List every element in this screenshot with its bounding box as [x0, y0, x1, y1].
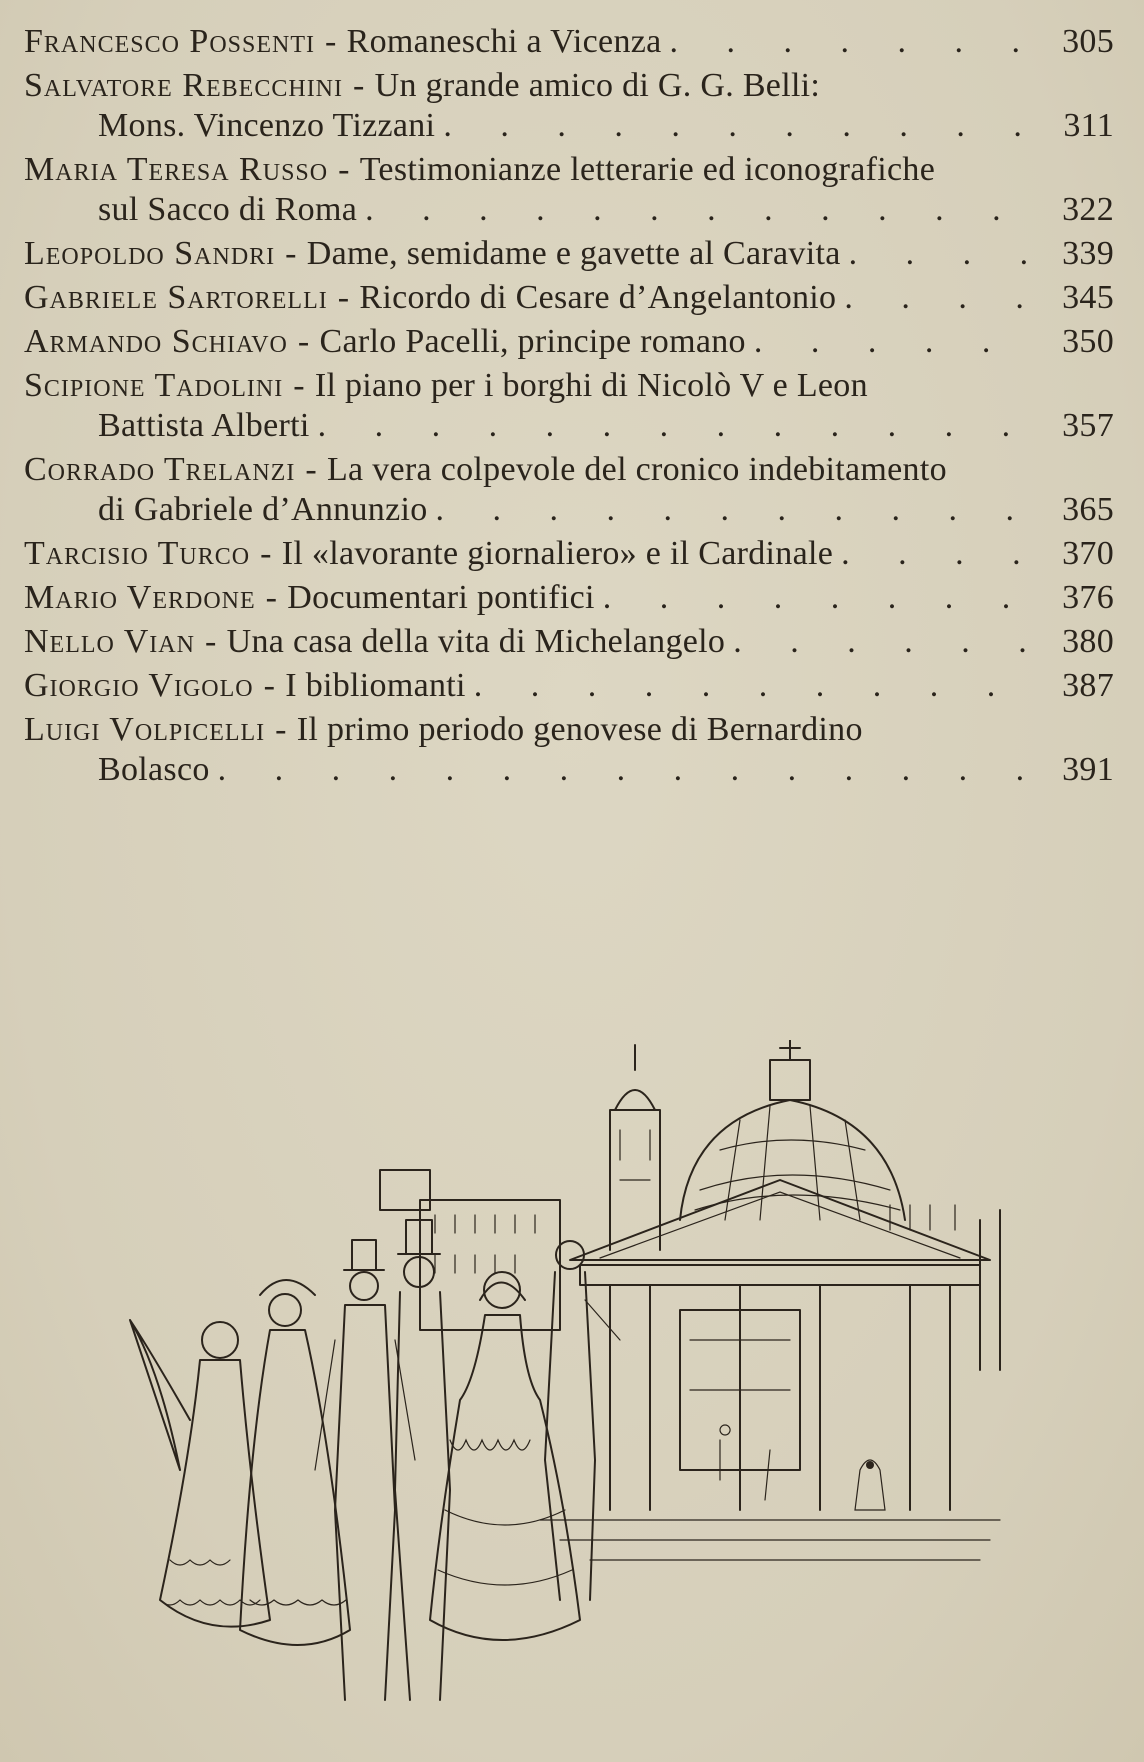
- sketch-icon: [120, 1040, 1040, 1740]
- entry-title: Il primo periodo genovese di Bernardino: [296, 711, 863, 748]
- entry-author: Armando Schiavo: [24, 323, 288, 360]
- toc-entry[interactable]: [24, 150, 1114, 230]
- toc-entry[interactable]: [24, 22, 1114, 62]
- entry-title: Dame, semidame e gavette al Caravita: [306, 235, 841, 272]
- entry-page: 380: [1062, 623, 1114, 660]
- entry-page: 357: [1062, 407, 1114, 444]
- entry-author: Luigi Volpicelli: [24, 711, 266, 748]
- entry-author: Corrado Trelanzi: [24, 451, 296, 488]
- entry-page: 350: [1062, 323, 1114, 360]
- entry-title-continued: Battista Alberti: [98, 407, 310, 444]
- entry-title: Romaneschi a Vicenza: [346, 23, 662, 60]
- entry-page: 305: [1062, 23, 1114, 60]
- entry-author: Giorgio Vigolo: [24, 667, 254, 704]
- entry-title: Ricordo di Cesare d’Angelantonio: [359, 279, 837, 316]
- entry-page: 345: [1062, 279, 1114, 316]
- entry-title: I bibliomanti: [285, 667, 466, 704]
- entry-page: 311: [1063, 107, 1114, 144]
- roman-street-scene-illustration: [120, 1040, 1040, 1740]
- entry-author: Scipione Tadolini: [24, 367, 284, 404]
- entry-title-continued: sul Sacco di Roma: [98, 191, 358, 228]
- separator: -: [265, 579, 278, 616]
- entry-author: Maria Teresa Russo: [24, 151, 329, 188]
- entry-author: Salvatore Rebecchini: [24, 67, 344, 104]
- entry-title: Il «lavorante giornaliero» e il Cardinale: [281, 535, 834, 572]
- leader-dots: [466, 666, 1026, 706]
- toc-entry[interactable]: [24, 710, 1114, 790]
- leader-dots: [841, 234, 1026, 274]
- entry-title: Un grande amico di G. G. Belli:: [374, 67, 821, 104]
- separator: -: [297, 323, 310, 360]
- toc-entry[interactable]: [24, 366, 1114, 446]
- entry-page: 339: [1062, 235, 1114, 272]
- leader-dots: [310, 406, 1026, 446]
- entry-page: 391: [1062, 751, 1114, 788]
- entry-author: Nello Vian: [24, 623, 195, 660]
- entry-page: 376: [1062, 579, 1114, 616]
- toc-entry[interactable]: [24, 622, 1114, 662]
- separator: -: [325, 23, 337, 60]
- separator: -: [353, 67, 365, 104]
- entry-author: Tarcisio Turco: [24, 535, 251, 572]
- separator: -: [293, 367, 305, 404]
- entry-title: Una casa della vita di Michelangelo: [226, 623, 726, 660]
- leader-dots: [435, 106, 1026, 146]
- entry-author: Leopoldo Sandri: [24, 235, 276, 272]
- leader-dots: [595, 578, 1026, 618]
- entry-author: Francesco Possenti: [24, 23, 316, 60]
- separator: -: [338, 151, 350, 188]
- toc-entry[interactable]: [24, 578, 1114, 618]
- leader-dots: [833, 534, 1026, 574]
- table-of-contents: [24, 22, 1114, 794]
- entry-title-continued: di Gabriele d’Annunzio: [98, 491, 428, 528]
- toc-entry[interactable]: [24, 322, 1114, 362]
- entry-page: 322: [1062, 191, 1114, 228]
- toc-entry[interactable]: [24, 234, 1114, 274]
- toc-entry[interactable]: [24, 450, 1114, 530]
- separator: -: [337, 279, 350, 316]
- leader-dots: [725, 622, 1026, 662]
- entry-page: 370: [1062, 535, 1114, 572]
- entry-title: Documentari pontifici: [287, 579, 595, 616]
- entry-title: La vera colpevole del cronico indebitamento: [326, 451, 947, 488]
- leader-dots: [836, 278, 1026, 318]
- leader-dots: [428, 490, 1026, 530]
- entry-title: Carlo Pacelli, principe romano: [319, 323, 746, 360]
- entry-title: Testimonianze letterarie ed iconografiche: [359, 151, 936, 188]
- separator: -: [263, 667, 276, 704]
- entry-title-continued: Mons. Vincenzo Tizzani: [98, 107, 436, 144]
- separator: -: [204, 623, 217, 660]
- entry-page: 387: [1062, 667, 1114, 704]
- separator: -: [285, 235, 297, 272]
- entry-author: Mario Verdone: [24, 579, 256, 616]
- separator: -: [275, 711, 287, 748]
- separator: -: [305, 451, 317, 488]
- leader-dots: [746, 322, 1026, 362]
- toc-entry[interactable]: [24, 534, 1114, 574]
- entry-page: 365: [1062, 491, 1114, 528]
- separator: -: [260, 535, 272, 572]
- toc-entry[interactable]: [24, 666, 1114, 706]
- entry-title-continued: Bolasco: [98, 751, 210, 788]
- leader-dots: [357, 190, 1026, 230]
- toc-entry[interactable]: [24, 66, 1114, 146]
- entry-title: Il piano per i borghi di Nicolò V e Leon: [314, 367, 868, 404]
- toc-entry[interactable]: [24, 278, 1114, 318]
- entry-author: Gabriele Sartorelli: [24, 279, 328, 316]
- leader-dots: [662, 22, 1026, 62]
- leader-dots: [210, 750, 1026, 790]
